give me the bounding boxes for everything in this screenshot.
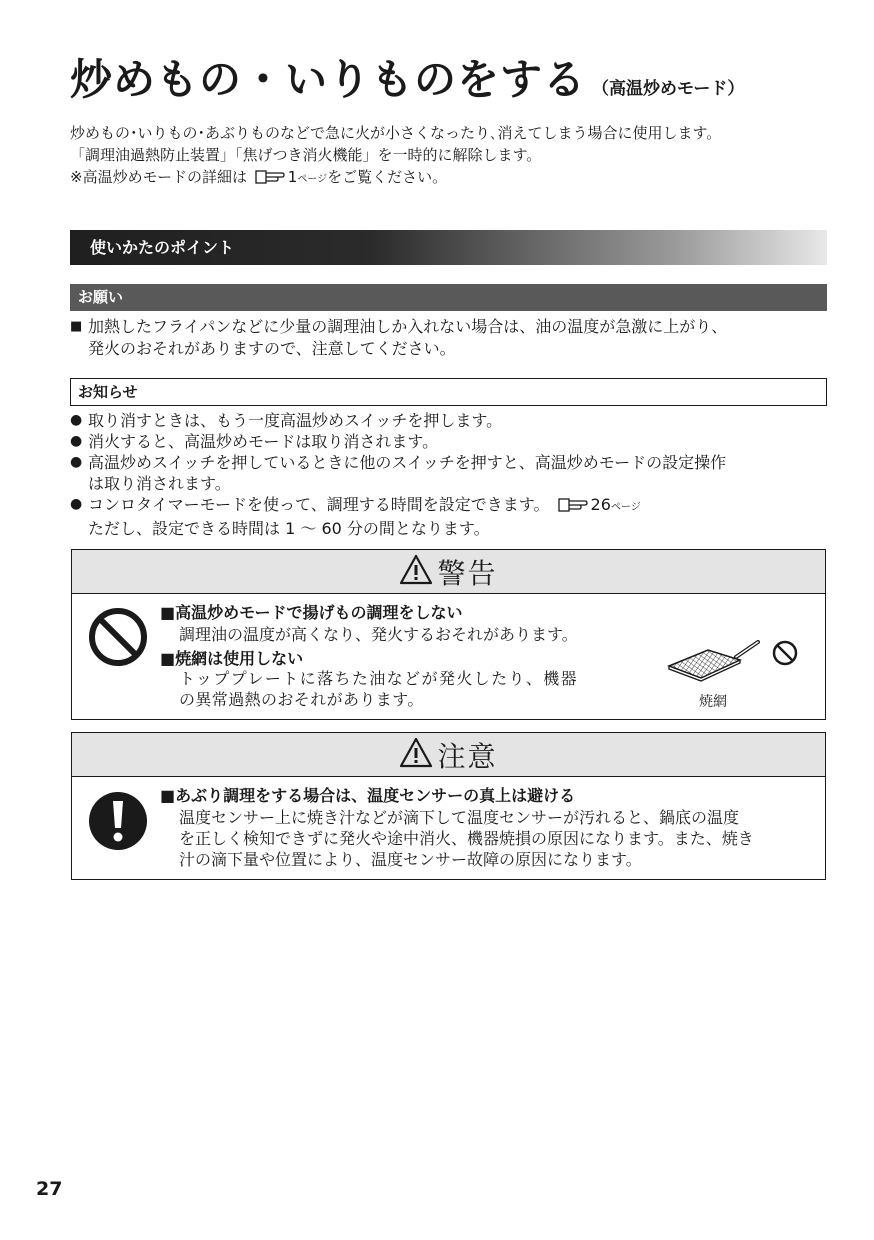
square-bullet-icon: ■ [70, 319, 83, 334]
onegai-item: ■ 加熱したフライパンなどに少量の調理油しか入れない場合は、油の温度が急激に上がり、 発火のおそれがありますので、注意してください。 [70, 317, 728, 358]
list-item: ● 取り消すときは、もう一度高温炒めスイッチを押します。 [70, 411, 503, 430]
page-title [70, 52, 744, 117]
caution-header [72, 733, 825, 777]
warning-item-1-body: 調理油の温度が高くなり、発火するおそれがあります。 [179, 625, 578, 644]
intro-ref-unit: ページ [297, 174, 328, 185]
pointing-hand-icon [558, 497, 588, 518]
list-item: ● 高温炒めスイッチを押しているときに他のスイッチを押すと、高温炒めモードの設定操作 は取り消されます。 [70, 453, 727, 493]
prohibited-icon [771, 639, 799, 671]
list-item: ● 消火すると、高温炒めモードは取り消されます。 [70, 432, 439, 451]
warning-item-2-heading: ■焼網は使用しない [160, 649, 304, 668]
exclamation-circle-icon [87, 790, 149, 856]
warning-triangle-icon [399, 554, 433, 590]
circle-bullet-icon: ● [70, 412, 83, 428]
oshirase-ref-page: 26 [590, 495, 611, 514]
warning-panel [71, 549, 826, 720]
oshirase-list [70, 410, 832, 539]
caution-item-1-body: 温度センサー上に焼き汁などが滴下して温度センサーが汚れると、鍋底の温度 を正しく検知できずに発火や途中消火、機器焼損の原因になります。また、焼き 汁の滴下量や位置により、温度センサー故障の原因になります。 [179, 808, 754, 869]
grill-net-label: 焼網 [699, 694, 727, 710]
circle-bullet-icon: ● [70, 433, 83, 449]
section-header: 使いかたのポイント [70, 230, 827, 265]
page-title-main: 炒めもの・いりものをする [70, 55, 587, 104]
intro-ref-page: 1 [287, 168, 298, 186]
onegai-label: お願い [70, 284, 827, 311]
oshirase-label: お知らせ [70, 378, 827, 406]
intro-line-2: 「調理油過熱防止装置」「焦げつき消火機能」を一時的に解除します。 [70, 146, 542, 164]
warning-triangle-icon [399, 737, 433, 773]
oshirase-ref-unit: ページ [610, 502, 641, 513]
list-item: ● コンロタイマーモードを使って、調理する時間を設定できます。 26ページ ただし、設定できる時間は 1 ～ 60 分の間となります。 [70, 495, 641, 538]
warning-title: 警告 [437, 556, 498, 590]
prohibited-icon [87, 606, 149, 672]
caution-panel [71, 732, 826, 880]
intro-line-1: 炒めもの･いりもの･あぶりものなどで急に火が小さくなったり､消えてしまう場合に使用します。 [70, 124, 722, 142]
intro-text [70, 122, 840, 191]
grill-net-icon [666, 636, 766, 690]
intro-line-3: ※高温炒めモードの詳細は 1ページをご覧ください。 [70, 166, 840, 191]
warning-item-2-body: トッププレートに落ちた油などが発火したり、機器 の異常過熱のおそれがあります。 [179, 669, 579, 709]
caution-item-1-heading: ■あぶり調理をする場合は、温度センサーの真上は避ける [160, 786, 576, 805]
warning-item-1-heading: ■高温炒めモードで揚げもの調理をしない [160, 603, 463, 622]
caution-title: 注意 [437, 739, 498, 773]
circle-bullet-icon: ● [70, 496, 83, 512]
pointing-hand-icon [255, 169, 285, 191]
circle-bullet-icon: ● [70, 454, 83, 470]
page-number: 27 [36, 1178, 63, 1200]
warning-header [72, 550, 825, 594]
page-title-sub: （高温炒めモード） [592, 79, 745, 99]
